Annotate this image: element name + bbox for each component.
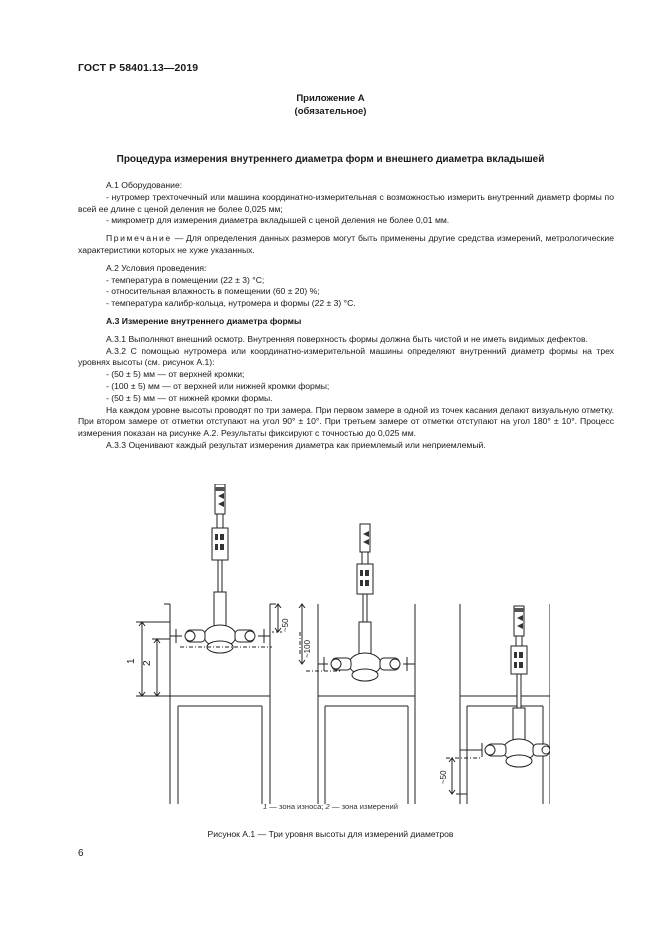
a1-item-1: - нутромер трехточечный или машина координатно-измерительная с возможностью измерить внутренний диаметр формы по всей ее длине с ценой деления не более 0,025 мм; <box>78 191 614 214</box>
appendix-title: Приложение А <box>296 93 365 104</box>
appendix-subtitle: (обязательное) <box>294 106 367 117</box>
a3-title: А.3 Измерение внутреннего диаметра формы <box>106 315 302 326</box>
note-text: — Для определения данных размеров могут быть применены другие средства измерений, метрологические характеристики которых не хуже указанных. <box>78 233 614 255</box>
standard-header: ГОСТ Р 58401.13—2019 <box>78 62 199 74</box>
a3-li-1: - (50 ± 5) мм — от верхней кромки; <box>106 369 245 380</box>
a3-p1: А.3.1 Выполняют внешний осмотр. Внутренняя поверхность формы должна быть чистой и не иметь видимых дефектов. <box>106 333 588 344</box>
note-label: Примечание <box>106 233 172 244</box>
legend-num-1: 1 <box>262 802 268 811</box>
label-zone-1: 1 <box>126 658 137 664</box>
panel-middle-level <box>299 524 415 804</box>
a2-item-1: - температура в помещении (22 ± 3) °С; <box>106 274 265 285</box>
panel-bottom-level <box>446 604 550 804</box>
a3-li-2: - (100 ± 5) мм — от верхней или нижней кромки формы; <box>106 380 330 391</box>
document-body <box>78 180 614 452</box>
a2-item-2: - относительная влажность в помещении (60 ± 20) %; <box>106 286 320 297</box>
a1-title: А.1 Оборудование: <box>106 180 183 190</box>
a3-p2: А.3.2 С помощью нутромера или координатно-измерительной машины определяют внутренний диаметр формы на трех уровнях высоты (см. рисунок А.1): <box>78 345 614 368</box>
a2-item-3: - температура калибр-кольца, нутромера и формы (22 ± 3) °С. <box>106 298 356 309</box>
a3-p3: На каждом уровне высоты проводят по три замера. При первом замере в одной из точек касания делают визуальную отметку. При втором замере от отметки отступают на угол 90° ± 10°. При третьем замере от отметки отступают на угол 180° ± 10°. Процесс измерения показан на рисунке А.2. Результаты фиксируют с точностью до 0,025 мм. <box>78 404 614 439</box>
dim-50-top: ~50 <box>281 618 290 632</box>
page-number: 6 <box>78 848 84 859</box>
legend-text-2: — зона измерений <box>329 802 399 811</box>
dim-100: ~100 <box>303 639 312 658</box>
a3-li-3: - (50 ± 5) мм — от нижней кромки формы. <box>106 392 273 403</box>
appendix-heading <box>0 92 661 118</box>
dim-50-bottom: ~50 <box>439 770 448 784</box>
legend-text-1: — зона износа; <box>267 802 326 811</box>
section-title: Процедура измерения внутреннего диаметра форм и внешнего диаметра вкладышей <box>116 154 545 165</box>
a2-title: А.2 Условия проведения: <box>106 262 207 273</box>
a1-item-2: - микрометр для измерения диаметра вкладышей с ценой деления не более 0,01 мм. <box>106 215 450 226</box>
label-zone-2: 2 <box>142 660 153 666</box>
note <box>78 233 614 257</box>
panel-top-levels <box>136 484 300 804</box>
figure-measurement-levels <box>110 484 550 804</box>
a3-p4: А.3.3 Оценивают каждый результат измерения диаметра как приемлемый или неприемлемый. <box>106 439 486 450</box>
figure-caption: Рисунок А.1 — Три уровня высоты для измерений диаметров <box>207 829 454 839</box>
figure-legend <box>0 802 661 811</box>
legend-num-2: 2 <box>325 802 330 811</box>
